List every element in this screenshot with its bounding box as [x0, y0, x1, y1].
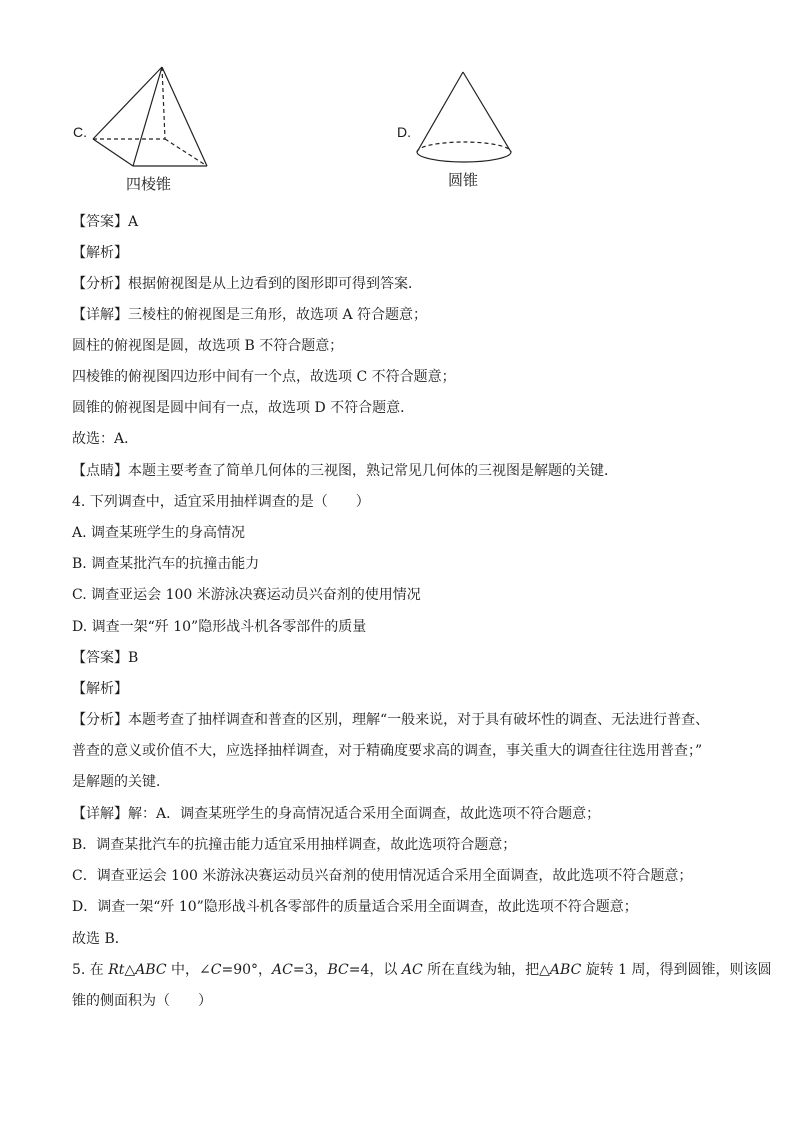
q4-detail-2: B．调查某批汽车的抗撞击能力适宜采用抽样调查，故此选项符合题意；	[72, 837, 517, 853]
q3-detail-4: 圆锥的俯视图是圆中间有一点，故选项 D 不符合题意．	[72, 400, 415, 416]
q4-fenxi-1: 【分析】本题考查了抽样调查和普查的区别，理解“一般来说，对于具有破坏性的调查、无法进行普查、	[72, 712, 710, 728]
q4-option-a: A. 调查某班学生的身高情况	[72, 525, 246, 541]
q3-detail-3: 四棱锥的俯视图四边形中间有一个点，故选项 C 不符合题意；	[72, 369, 456, 385]
cone-figure	[413, 68, 523, 173]
q4-analysis-heading: 【解析】	[72, 681, 128, 697]
square-pyramid-caption: 四棱锥	[126, 175, 172, 193]
q5-angle-c: C	[210, 962, 222, 978]
q4-fenxi-3: 是解题的关键．	[72, 774, 170, 790]
q5-segment-ac: AC	[272, 962, 293, 978]
q3-detail-2: 圆柱的俯视图是圆，故选项 B 不符合题意；	[72, 338, 344, 354]
q3-choice: 故选：A．	[72, 431, 139, 447]
q4-option-d: D. 调查一架“歼 10”隐形战斗机各零部件的质量	[72, 619, 367, 635]
option-d-label: D.	[397, 124, 411, 140]
q5-stem-line-2: 锥的侧面积为（ ）	[72, 993, 212, 1009]
q3-analysis-heading: 【解析】	[72, 245, 128, 261]
q5-text-mid4: =4，以	[348, 962, 402, 978]
q4-answer: 【答案】B	[72, 650, 139, 666]
q3-fenxi: 【分析】根据俯视图是从上边看到的图形即可得到答案．	[72, 276, 422, 292]
q5-text-pre: 5. 在	[72, 962, 109, 978]
q3-detail-1: 【详解】三棱柱的俯视图是三角形，故选项 A 符合题意；	[72, 307, 428, 323]
option-c-label: C.	[73, 124, 87, 140]
q4-fenxi-2: 普查的意义或价值不大，应选择抽样调查，对于精确度要求高的调查，事关重大的调查往往选用普查；”	[72, 743, 703, 759]
q5-text-mid3: =3，	[292, 962, 328, 978]
q5-text-mid1: 中，∠	[166, 962, 211, 978]
q5-segment-bc: BC	[327, 962, 349, 978]
q4-choice: 故选 B．	[72, 931, 129, 947]
q5-axis-ac: AC	[401, 962, 423, 978]
q5-text-mid2: =90°，	[221, 962, 273, 978]
q4-detail-3: C．调查亚运会 100 米游泳决赛运动员兴奋剂的使用情况适合采用全面调查，故此选项不符合题意；	[72, 868, 693, 884]
q5-text-mid5: 所在直线为轴，把△	[422, 962, 550, 978]
square-pyramid-figure	[90, 62, 230, 172]
q3-dianjing: 【点睛】本题主要考查了简单几何体的三视图，熟记常见几何体的三视图是解题的关键．	[72, 463, 618, 479]
q4-stem: 4. 下列调查中，适宜采用抽样调查的是（ ）	[72, 494, 370, 510]
q4-option-b: B. 调查某批汽车的抗撞击能力	[72, 556, 260, 572]
q5-triangle-abc: ABC	[549, 962, 582, 978]
q5-text-post: 旋转 1 周，得到圆锥，则该圆	[581, 962, 772, 978]
q5-stem-line-1	[72, 960, 772, 980]
cone-caption: 圆锥	[448, 171, 479, 189]
q4-detail-4: D．调查一架“歼 10”隐形战斗机各零部件的质量适合采用全面调查，故此选项不符合题意；	[72, 899, 638, 915]
q5-triangle-rt: Rt△ABC	[108, 962, 167, 978]
q4-detail-1: 【详解】解：A．调查某班学生的身高情况适合采用全面调查，故此选项不符合题意；	[72, 806, 601, 822]
q4-option-c: C. 调查亚运会 100 米游泳决赛运动员兴奋剂的使用情况	[72, 587, 421, 603]
q3-answer: 【答案】A	[72, 214, 139, 230]
